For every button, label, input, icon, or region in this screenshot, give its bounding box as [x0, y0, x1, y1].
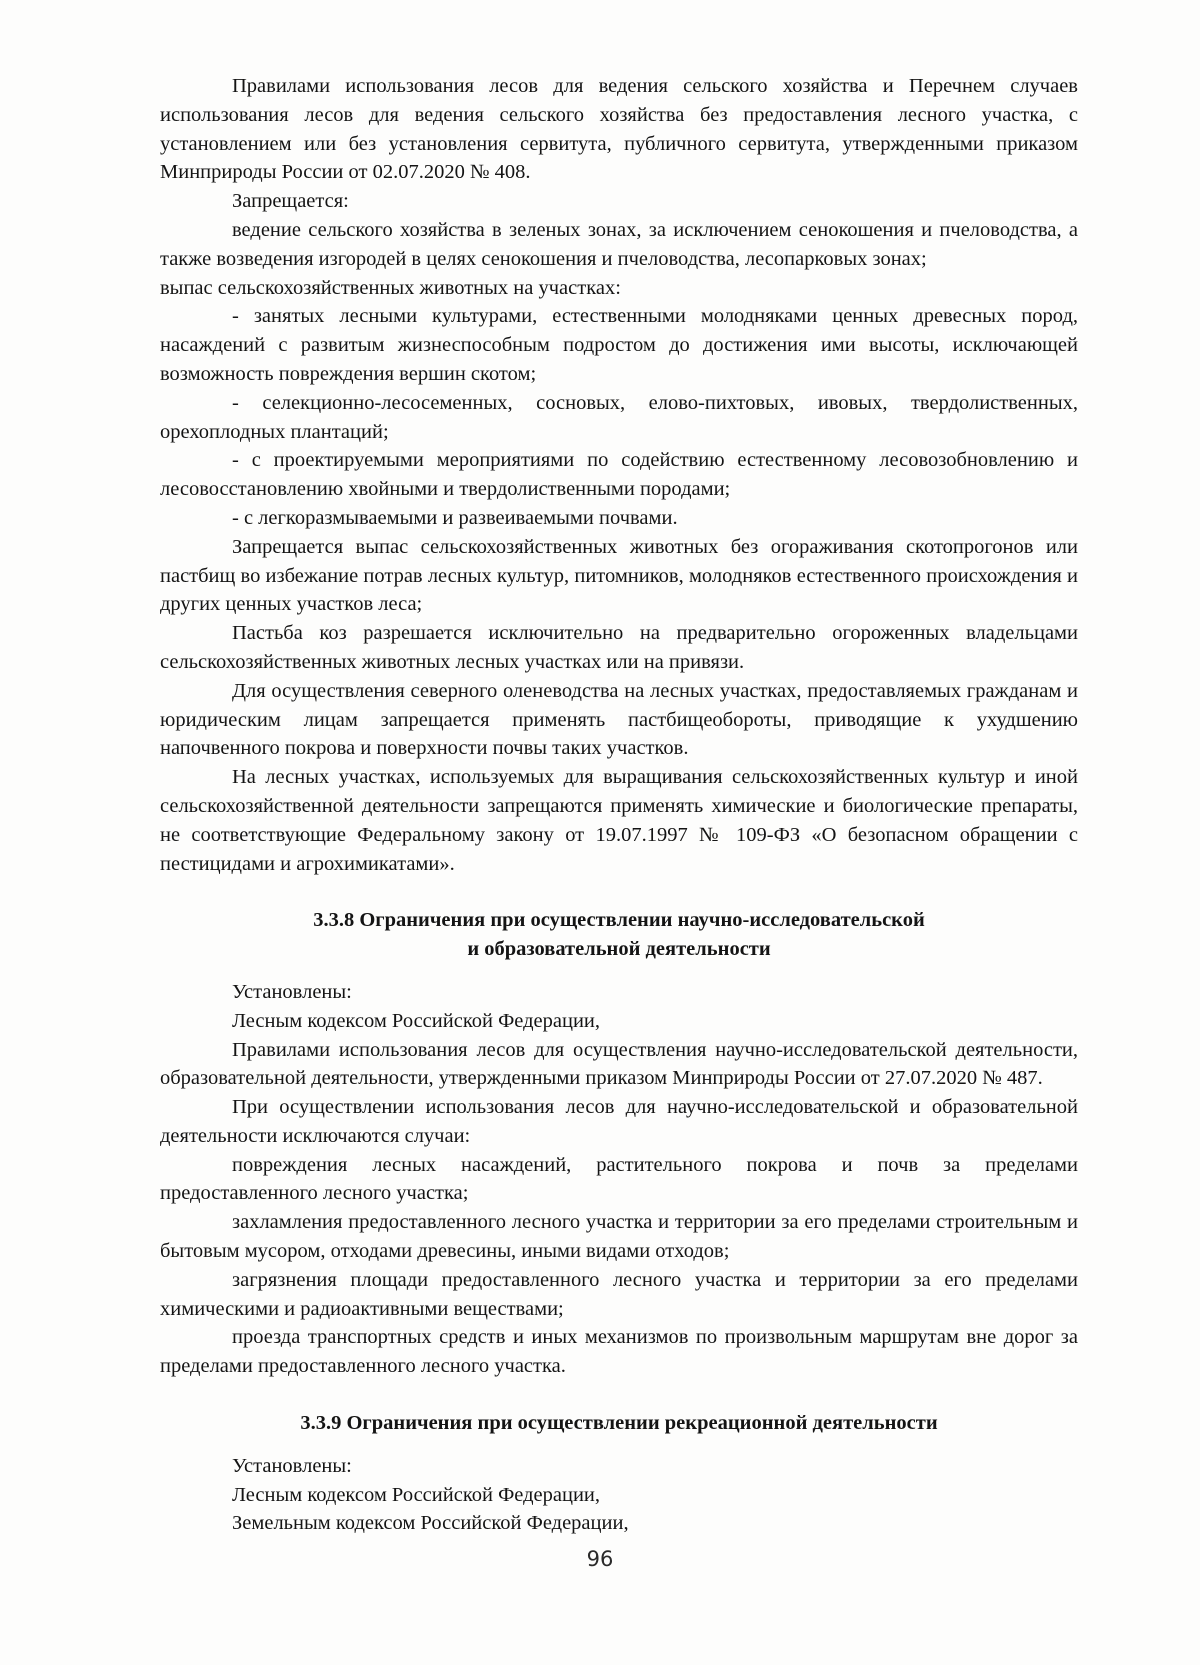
paragraph: Земельным кодексом Российской Федерации,: [232, 1512, 629, 1535]
list-item: повреждения лесных насаждений, растительного покрова и почв за пределами предоставленного лесного участка;: [160, 1153, 1078, 1205]
paragraph: Пастьба коз разрешается исключительно на предварительно огороженных владельцами сельскохозяйственных животных лесных участках или на привязи.: [160, 622, 1078, 673]
paragraph: Запрещается:: [232, 190, 349, 213]
paragraph: Установлены:: [232, 980, 352, 1003]
paragraph: Запрещается выпас сельскохозяйственных животных без огораживания скотопрогонов или пастбищ во избежание потрав лесных культур, питомников, молодняков естественного происхождения и других ценных участков леса;: [160, 535, 1078, 616]
page-number: 96: [586, 1547, 614, 1571]
section-heading-3-3-8: [160, 906, 1078, 964]
list-item: захламления предоставленного лесного участка и территории за его пределами строительным и бытовым мусором, отходами древесины, иными видами отходов;: [160, 1211, 1078, 1263]
heading-line: 3.3.8 Ограничения при осуществлении научно-исследовательской: [313, 909, 925, 932]
paragraph: выпас сельскохозяйственных животных на участках:: [160, 276, 621, 299]
section-heading-3-3-9: 3.3.9 Ограничения при осуществлении рекреационной деятельности: [300, 1412, 938, 1435]
spacer: [160, 1438, 1078, 1452]
list-item: - селекционно-лесосеменных, сосновых, елово-пихтовых, ивовых, твердолиственных, орехоплодных плантаций;: [160, 391, 1078, 443]
paragraph: ведение сельского хозяйства в зеленых зонах, за исключением сенокошения и пчеловодства, а также возведения изгородей в целях сенокошения и пчеловодства, лесопарковых зонах;: [160, 218, 1078, 270]
paragraph: На лесных участках, используемых для выращивания сельскохозяйственных культур и иной сельскохозяйственной деятельности запрещаются применять химические и биологические препараты, не соответствующие Федеральному закону от 19.07.1997 № 109-ФЗ «О безопасном обращении с пестицидами и агрохимикатами».: [160, 766, 1078, 875]
paragraph: Правилами использования лесов для ведения сельского хозяйства и Перечнем случаев использования лесов для ведения сельского хозяйства без предоставления лесного участка, с установлением или без установления сервитута, публичного сервитута, утвержденными приказом Минприроды России от 02.07.2020 № 408.: [160, 75, 1078, 184]
paragraph: Лесным кодексом Российской Федерации,: [232, 1483, 601, 1506]
paragraph: Лесным кодексом Российской Федерации,: [232, 1009, 601, 1032]
paragraph: Установлены:: [232, 1454, 352, 1477]
list-item: - с легкоразмываемыми и развеиваемыми почвами.: [232, 506, 678, 529]
heading-line: и образовательной деятельности: [467, 938, 771, 961]
list-item: - занятых лесными культурами, естественными молодняками ценных древесных пород, насаждений с развитым жизнеспособным подростом до достижения ими высоты, исключающей возможность повреждения вершин скотом;: [160, 305, 1078, 385]
spacer: [160, 1381, 1078, 1409]
list-item: загрязнения площади предоставленного лесного участка и территории за его пределами химическими и радиоактивными веществами;: [160, 1268, 1078, 1320]
spacer: [160, 964, 1078, 978]
paragraph: Для осуществления северного оленеводства на лесных участках, предоставляемых гражданам и юридическим лицам запрещается применять пастбищеобороты, приводящие к ухудшению напочвенного покрова и поверхности почвы таких участков.: [160, 679, 1078, 760]
page-body: [160, 72, 1078, 1538]
list-item: проезда транспортных средств и иных механизмов по произвольным маршрутам вне дорог за пределами предоставленного лесного участка.: [160, 1326, 1078, 1378]
spacer: [160, 878, 1078, 906]
paragraph: Правилами использования лесов для осуществления научно-исследовательской деятельности, образовательной деятельности, утвержденными приказом Минприроды России от 27.07.2020 № 487.: [160, 1038, 1078, 1090]
list-item: - с проектируемыми мероприятиями по содействию естественному лесовозобновлению и лесовосстановлению хвойными и твердолиственными породами;: [160, 449, 1078, 501]
paragraph: При осуществлении использования лесов для научно-исследовательской и образовательной деятельности исключаются случаи:: [160, 1096, 1078, 1147]
